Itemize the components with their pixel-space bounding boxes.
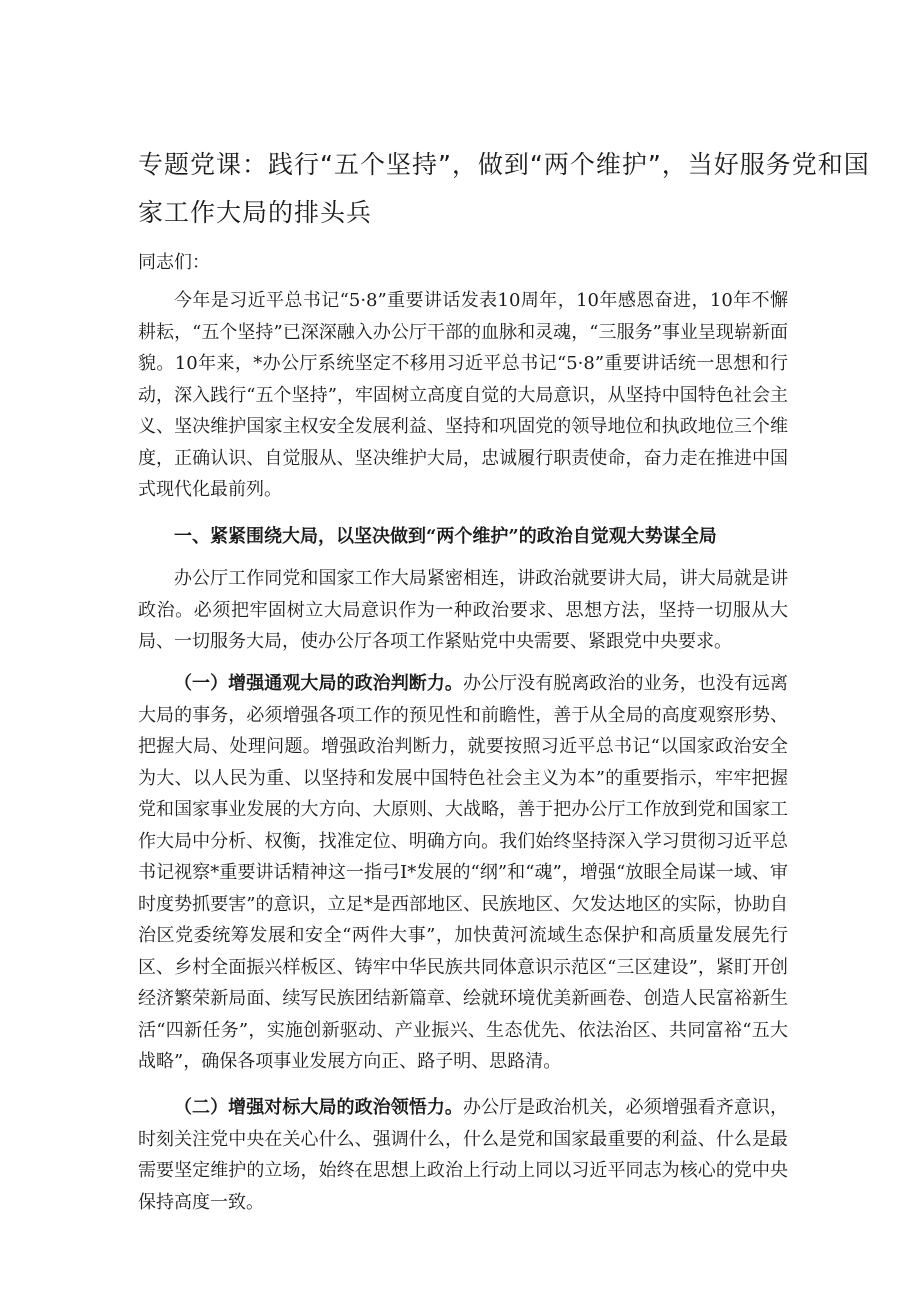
- subsection-2-paragraph: [138, 1092, 788, 1218]
- subsection-1-body: 办公厅没有脱离政治的业务，也没有远离大局的事务，必须增强各项工作的预见性和前瞻性，善于从全局的高度观察形势、把握大局、处理问题。增强政治判断力，就要按照习近平总书记“以国家政治安全为大、以人民为重、以坚持和发展中国特色社会主义为本”的重要指示，牢牢把握党和国家事业发展的大方向、大原则、大战略，善于把办公厅工作放到党和国家工作大局中分析、权衡，找准定位、明确方向。我们始终坚持深入学习贯彻习近平总书记视察*重要讲话精神这一指弓I*发展的“纲”和“魂”，增强“放眼全局谋一域、审时度势抓要害”的意识，立足*是西部地区、民族地区、欠发达地区的实际，协助自治区党委统筹发展和安全“两件大事”，加快黄河流域生态保护和高质量发展先行区、乡村全面振兴样板区、铸牢中华民族共同体意识示范区“三区建设”，紧盯开创经济繁荣新局面、续写民族团结新篇章、绘就环境优美新画卷、创造人民富裕新生活“四新任务”，实施创新驱动、产业振兴、生态优先、依法治区、共同富裕“五大战略”，确保各项事业发展方向正、路子明、思路清。: [138, 673, 788, 1072]
- section-heading-1: 一、紧紧围绕大局，以坚决做到“两个维护”的政治自觉观大势谋全局: [174, 526, 717, 547]
- salutation: 同志们：: [138, 252, 210, 273]
- document-title-line-2: 家工作大局的排头兵: [138, 198, 373, 227]
- subsection-1-lead: （一）增强通观大局的政治判断力。: [174, 673, 463, 694]
- intro-paragraph: 今年是习近平总书记“5·8”重要讲话发表10周年，10年感恩奋进，10年不懈耕耘，“五个坚持”已深深融入办公厅干部的血脉和灵魂，“三服务”事业呈现崭新面貌。10年来，*办公厅系统坚定不移用习近平总书记“5·8”重要讲话统一思想和行动，深入践行“五个坚持”，牢固树立高度自觉的大局意识，从坚持中国特色社会主义、坚决维护国家主权安全发展利益、坚持和巩固党的领导地位和执政地位三个维度，正确认识、自觉服从、坚决维护大局，忠诚履行职责使命，奋力走在推进中国式现代化最前列。: [138, 290, 788, 500]
- subsection-1-paragraph: [138, 668, 788, 1078]
- subsection-2-lead: （二）增强对标大局的政治领悟力。: [174, 1097, 463, 1118]
- subsection-2-body: 办公厅是政治机关，必须增强看齐意识，时刻关注党中央在关心什么、强调什么，什么是党和国家最重要的利益、什么是最需要坚定维护的立场，始终在思想上政治上行动上同以习近平同志为核心的党中央保持高度一致。: [138, 1097, 788, 1213]
- document-title-line-1: 专题党课：践行“五个坚持”，做到“两个维护”，当好服务党和国: [138, 150, 870, 179]
- office-paragraph: 办公厅工作同党和国家工作大局紧密相连，讲政治就要讲大局，讲大局就是讲政治。必须把牢固树立大局意识作为一种政治要求、思想方法，坚持一切服从大局、一切服务大局，使办公厅各项工作紧贴党中央需要、紧跟党中央要求。: [138, 568, 788, 652]
